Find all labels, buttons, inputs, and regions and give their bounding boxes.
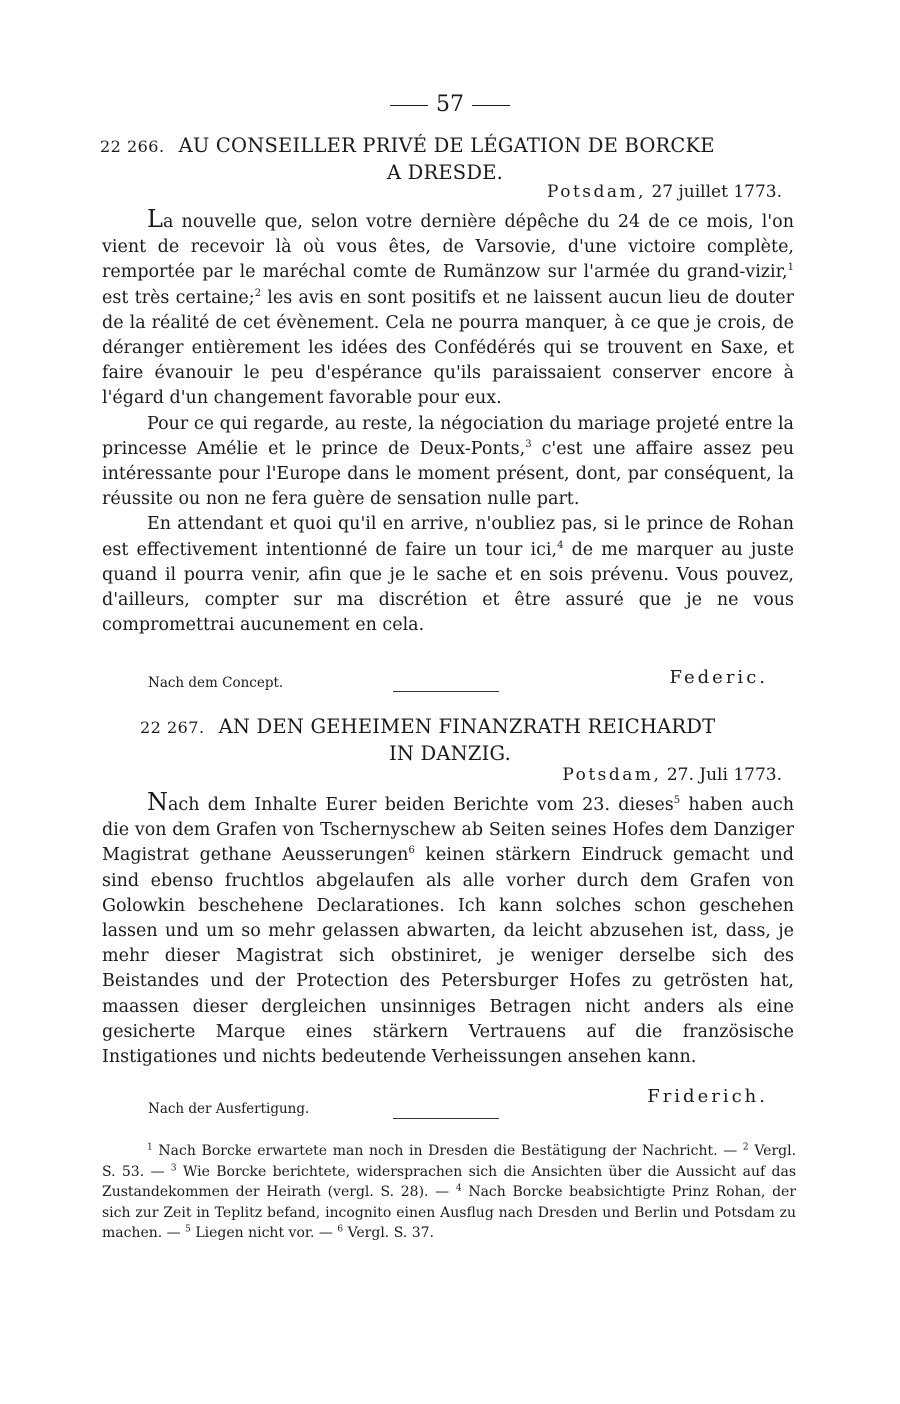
drop-initial: N — [147, 788, 168, 816]
footnote-text: Liegen nicht vor. — — [195, 1225, 333, 1241]
heading-line-2: IN DANZIG. — [388, 742, 512, 765]
paragraph-text: haben auch die von dem Grafen von Tschernyschew ab Seiten seines Hofes dem Danziger Magistrat gethane Aeusserungen — [102, 795, 794, 866]
paragraph-text: En attendant et quoi qu'il en arrive, n'oubliez pas, si le prince de Rohan est effectivement intentionné de faire un tour ici, — [102, 514, 794, 560]
page-number-value: 57 — [436, 92, 464, 117]
footnote-ref[interactable]: 6 — [408, 845, 415, 857]
footnote-mark: 2 — [742, 1142, 749, 1153]
footnote-text: Wie Borcke berichtete, widersprachen sich die Ansichten über die Aussicht auf das Zustandekommen der Heirath (vergl. S. 28). — — [102, 1163, 797, 1200]
dateline — [547, 182, 782, 202]
heading-line-1 — [100, 133, 790, 160]
footnote-text: Vergl. S. 37. — [347, 1225, 434, 1241]
heading-text: AN DEN GEHEIMEN FINANZRATH REICHARDT — [218, 715, 716, 738]
page-number — [0, 92, 900, 117]
footnote-ref[interactable]: 2 — [254, 287, 262, 299]
paragraph — [102, 512, 794, 638]
page-number-dash-left — [390, 105, 428, 106]
paragraph-text: c'est une affaire assez peu intéressante pour l'Europe dans le moment présent, dont, par conséquent, la réussite ou non ne fera guère de sensation nulle part. — [102, 438, 794, 510]
footnote-mark: 6 — [337, 1224, 344, 1235]
signature: Federic. — [669, 667, 768, 688]
heading-line-1 — [140, 714, 760, 741]
letter-body — [102, 790, 794, 1070]
paragraph — [102, 790, 794, 1070]
heading-line-2: A DRESDE. — [386, 161, 504, 184]
drop-initial: L — [147, 205, 163, 233]
footnote-text: Nach Borcke erwartete man noch in Dresden die Bestätigung der Nachricht. — — [158, 1143, 738, 1159]
date: 27 juillet 1773. — [651, 182, 782, 202]
footnote-ref[interactable]: 1 — [787, 262, 794, 274]
footnote-mark: 5 — [185, 1224, 191, 1235]
paragraph-text: a nouvelle que, selon votre dernière dépêche du 24 de ce mois, l'on vient de recevoir là où vous êtes, de Varsovie, d'une victoire complète, remportée par le maréchal comte de Rumänzow sur l'armée du grand-vizir, — [102, 212, 794, 283]
paragraph-text: Pour ce qui regarde, au reste, la négociation du mariage projeté entre la princesse Amélie et le prince de Deux-Ponts, — [102, 413, 794, 459]
letter-body — [102, 207, 794, 638]
footnote-ref[interactable]: 4 — [557, 539, 564, 551]
footnotes — [102, 1141, 796, 1244]
source-note: Nach dem Concept. — [148, 675, 284, 691]
footnote-mark: 3 — [170, 1162, 177, 1173]
heading-text: AU CONSEILLER PRIVÉ DE LÉGATION DE BORCKE — [178, 134, 715, 157]
footnote-ref[interactable]: 3 — [525, 439, 532, 450]
letter-number: 22 266. — [100, 137, 165, 156]
section-divider — [393, 1118, 499, 1119]
section-divider — [393, 691, 499, 692]
letter-heading — [140, 714, 760, 767]
footnote-block — [102, 1141, 796, 1244]
letter-heading — [100, 133, 790, 186]
source-note: Nach der Ausfertigung. — [148, 1101, 310, 1117]
dateline — [562, 765, 782, 785]
paragraph — [102, 207, 794, 412]
signature: Friderich. — [647, 1086, 768, 1107]
place: Potsdam, — [546, 182, 647, 202]
paragraph-text: keinen stärkern Eindruck gemacht und sind ebenso fruchtlos abgelaufen als alle vorher durch dem Grafen von Golowkin beschehene Declarationes. Ich kann solches schon geschehen lassen und um so mehr gelassen abwarten, da leicht abzusehen ist, dass, je mehr dieser Magistrat sich obstiniret, je weniger derselbe sich des Beistandes und der Protection des Petersburger Hofes zu getrösten hat, maassen dieser dergleichen unsinniges Betragen nicht anders als eine gesicherte Marque eines stärkern Vertrauens auf die französische Instigationes und nichts bedeutende Verheissungen ansehen kann. — [102, 845, 794, 1068]
footnote-mark: 1 — [147, 1142, 153, 1153]
footnote-text: Vergl. S. 53. — — [102, 1143, 797, 1180]
paragraph-text: les avis en sont positifs et ne laissent aucun lieu de douter de la réalité de cet évènement. Cela ne pourra manquer, à ce que je crois, de déranger entièrement les idées des Confédérés qui se trouvent en Saxe, et faire évanouir le peu d'espérance qu'ils paraissaient conserver encore à l'égard d'un changement favorable pour eux. — [102, 287, 794, 409]
footnote-ref[interactable]: 5 — [673, 795, 681, 807]
paragraph — [102, 412, 794, 513]
page-number-dash-right — [472, 105, 510, 106]
paragraph-text: est très certaine; — [102, 287, 255, 308]
place: Potsdam, — [562, 765, 662, 785]
letter-number: 22 267. — [140, 718, 205, 737]
footnote-mark: 4 — [455, 1183, 462, 1194]
footnote-text: Nach Borcke beabsichtigte Prinz Rohan, der sich zur Zeit in Teplitz befand, incognito einen Ausflug nach Dresden und Berlin und Potsdam zu machen. — — [102, 1184, 797, 1241]
date: 27. Juli 1773. — [666, 765, 782, 785]
paragraph-text: ach dem Inhalte Eurer beiden Berichte vom 23. dieses — [168, 795, 674, 815]
paragraph-text: de me marquer au juste quand il pourra venir, afin que je le sache et en sois prévenu. Vous pouvez, d'ailleurs, compter sur ma discrétion et être assuré que je ne vous compromettrai aucunement en cela. — [102, 539, 794, 636]
